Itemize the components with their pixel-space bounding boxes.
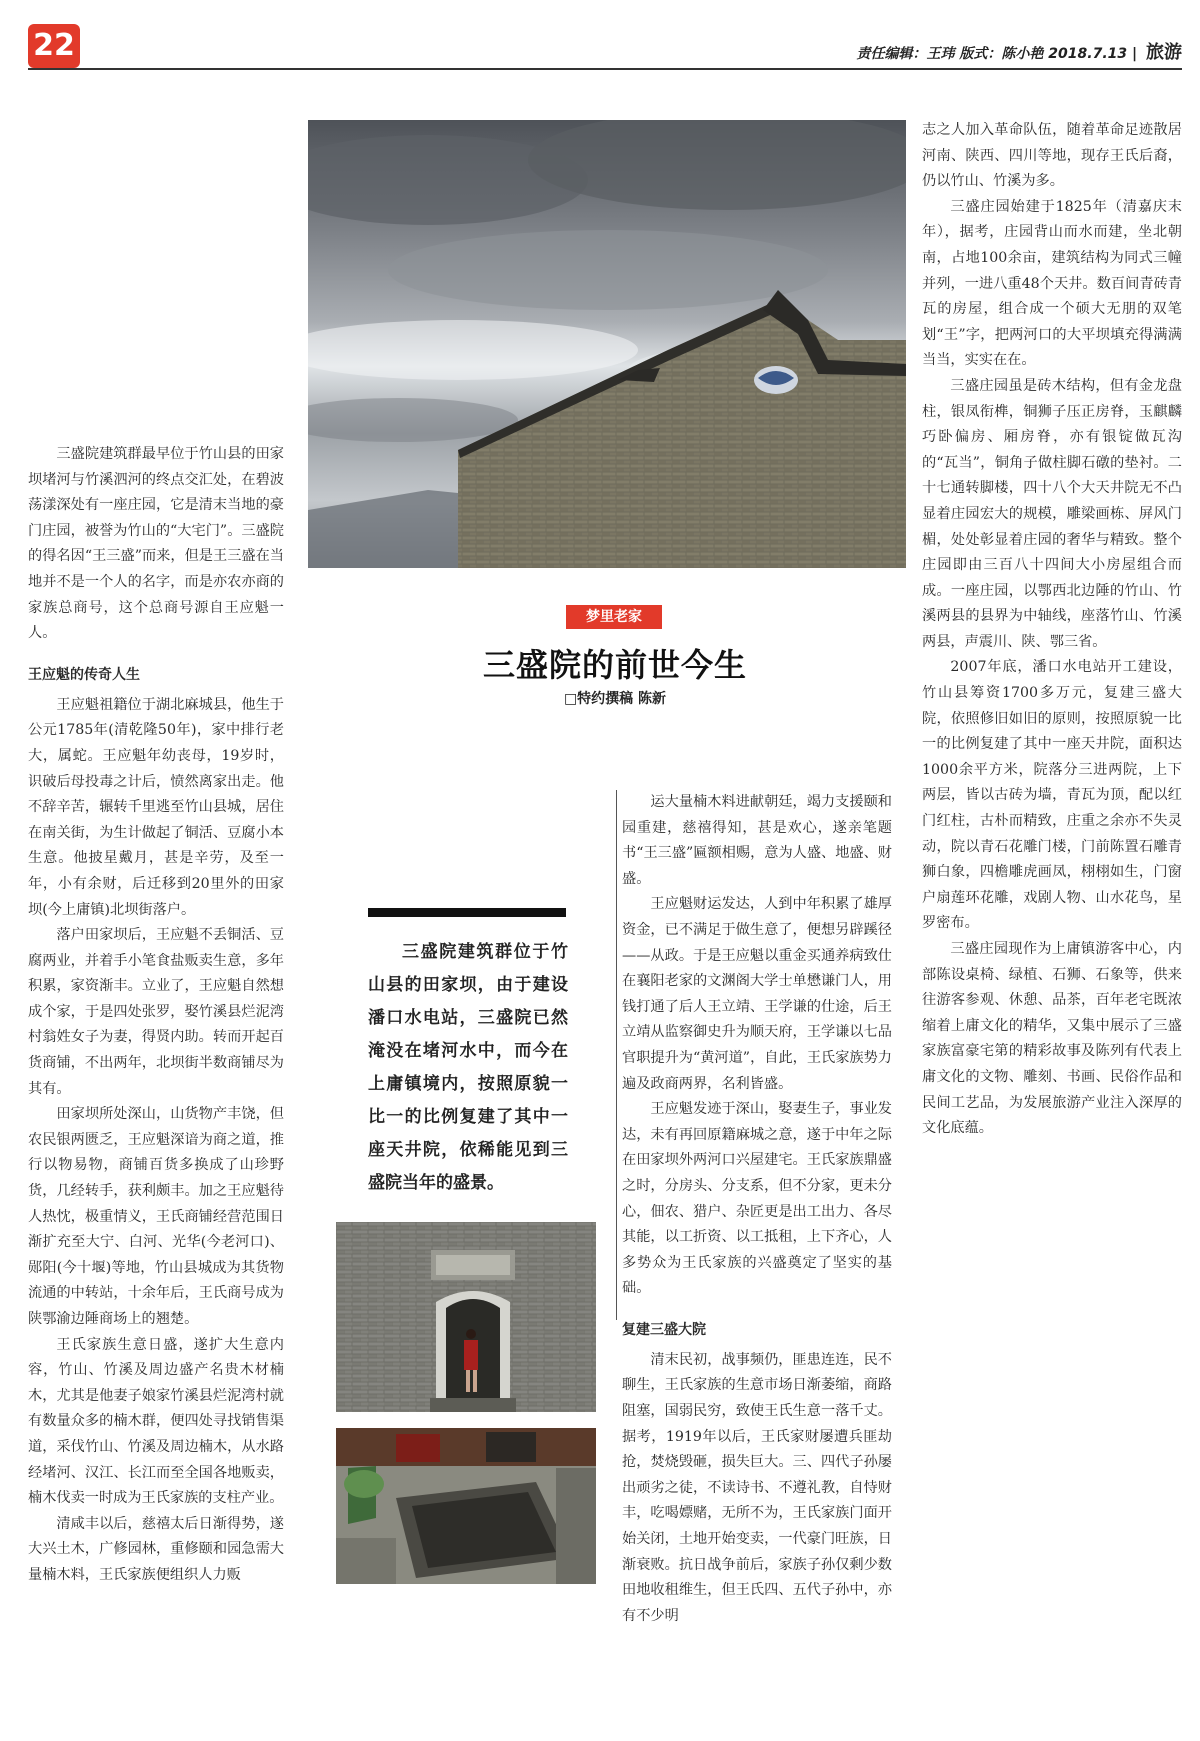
pull-quote (368, 936, 568, 1200)
header-rule (28, 68, 1182, 70)
article-kicker: 梦里老家 (566, 605, 662, 629)
column-divider (616, 790, 617, 1320)
paragraph: 田家坝所处深山，山货物产丰饶，但农民银两匮乏，王应魁深谙为商之道，推行以物易物，商铺百货多换成了山珍野货，几经转手，获利颇丰。加之王应魁待人热忱，极重情义，王氏商铺经营范围日渐扩充至大宁、白河、光华(今老河口)、郧阳(今十堰)等地，竹山县城成为其货物流通的中转站，十余年后，王氏商号成为陕鄂渝边陲商场上的翘楚。 (28, 1106, 284, 1327)
cloudy-sky-ancient-brick-building-icon (308, 120, 906, 568)
article-column-3 (622, 790, 892, 1629)
paragraph: 王应魁财运发达，人到中年积累了雄厚资金，已不满足于做生意了，便想另辟蹊径——从政。于是王应魁以重金买通养病致仕在襄阳老家的文渊阁大学士单懋谦门人，用钱打通了后人王立靖、王学谦的仕途，后王立靖从监察御史升为顺天府，王学谦以七品官职提升为“黄河道”，自此，王氏家族势力遍及政商两界，名利皆盛。 (622, 896, 892, 1092)
courtyard-well-photo (336, 1428, 596, 1584)
paragraph: 2007年底，潘口水电站开工建设，竹山县筹资1700多万元，复建三盛大院，依照修旧如旧的原则，按照原貌一比一的比例复建了其中一座天井院，面积达1000余平方米，院落分三进两院，上下两层，皆以古砖为墙，青瓦为顶，配以红门红柱，古朴而精致，庄重之余亦不失灵动，院以青石花雕门楼，门前陈置石雕青狮白象，四檐雕虎画凤，栩栩如生，门窗户扇莲环花雕，戏剧人物、山水花鸟，星罗密布。 (922, 659, 1182, 932)
section-name: 旅游 (1146, 42, 1182, 63)
stone-well-courtyard-icon (336, 1428, 596, 1584)
header-info (857, 38, 1182, 64)
article-byline: □特约撰稿 陈新 (563, 691, 667, 707)
paragraph: 运大量楠木料进献朝廷，竭力支援颐和园重建，慈禧得知，甚是欢心，遂亲笔题书“王三盛”匾额相赐，意为人盛、地盛、财盛。 (622, 794, 892, 887)
paragraph: 落户田家坝后，王应魁不丢铜活、豆腐两业，并着手小笔食盐贩卖生意，多年积累，家资渐丰。立业了，王应魁自然想成个家，于是四处张罗，娶竹溪县烂泥湾村翁姓女子为妻，得贤内助。转而开起百货商铺，不出两年，北坝街半数商铺尽为其有。 (28, 927, 284, 1097)
hero-photo (308, 120, 906, 568)
paragraph: 清末民初，战事频仍，匪患连连，民不聊生，王氏家族的生意市场日渐萎缩，商路阻塞，国弱民穷，致使王氏生意一落千丈。据考，1919年以后，王氏家财屡遭兵匪劫抢，焚烧毁砸，损失巨大。三、四代子孙屡出顽劣之徒，不读诗书、不遵礼教，自恃财丰，吃喝嫖赌，无所不为，王氏家族门面开始关闭，土地开始变卖，一代豪门旺族，日渐衰败。抗日战争前后，家族子孙仅剩少数田地收租维生，但王氏四、五代子孙中，亦有不少明 (622, 1351, 892, 1624)
paragraph: 王应魁祖籍位于湖北麻城县，他生于公元1785年(清乾隆50年)，家中排行老大，属蛇。王应魁年幼丧母，19岁时，识破后母投毒之计后，愤然离家出走。他不辞辛苦，辗转千里逃至竹山县城，居住在南关街，为生计做起了铜活、豆腐小本生意。他披星戴月，甚是辛劳，及至一年，小有余财，后迁移到20里外的田家坝(今上庸镇)北坝街落户。 (28, 696, 284, 918)
paragraph: 三盛庄园现作为上庸镇游客中心，内部陈设桌椅、绿植、石狮、石象等，供来往游客参观、休憩、品茶，百年老宅既浓缩着上庸文化的精华，又集中展示了三盛家族富豪宅第的精彩故事及陈列有代表上庸文化的文物、雕刻、书画、民俗作品和民间工艺品，为发展旅游产业注入深厚的文化底蕴。 (922, 941, 1182, 1137)
subheading: 王应魁的传奇人生 (28, 666, 140, 683)
pull-quote-text: 三盛院建筑群位于竹山县的田家坝，由于建设潘口水电站，三盛院已然淹没在堵河水中，而今在上庸镇境内，按照原貌一比一的比例复建了其中一座天井院，依稀能见到三盛院当年的盛景。 (368, 942, 568, 1193)
paragraph: 王氏家族生意日盛，遂扩大生意内容，竹山、竹溪及周边盛产名贵木材楠木，尤其是他妻子娘家竹溪县烂泥湾村就有数量众多的楠木群，便四处寻找销售渠道，采伐竹山、竹溪及周边楠木，从水路经堵河、汉江、长江而至全国各地贩卖，楠木伐卖一时成为王氏家族的支柱产业。 (28, 1336, 284, 1507)
paragraph: 志之人加入革命队伍，随着革命足迹散居河南、陕西、四川等地，现存王氏后裔，仍以竹山、竹溪为多。 (922, 122, 1182, 190)
paragraph: 三盛院建筑群最早位于竹山县的田家坝堵河与竹溪泗河的终点交汇处，在碧波荡漾深处有一座庄园，它是清末当地的豪门庄园，被誉为竹山的“大宅门”。三盛院的得名因“王三盛”而来，但是王三盛在当地并不是一个人的名字，而是亦农亦商的家族总商号，这个总商号源自王应魁一人。 (28, 446, 284, 642)
header-divider: | (1132, 46, 1138, 62)
subheading: 复建三盛大院 (622, 1321, 706, 1338)
article-column-4 (922, 118, 1182, 1142)
paragraph: 清咸丰以后，慈禧太后日渐得势，遂大兴土木，广修园林，重修颐和园急需大量楠木料，王氏家族便组织人力贩 (28, 1515, 284, 1583)
paragraph: 三盛庄园虽是砖木结构，但有金龙盘柱，银凤衔榫，铜狮子压正房脊，玉麒麟巧卧偏房、厢房脊，亦有银锭做瓦沟的“瓦当”，铜角子做柱脚石礅的垫衬。二十七通转脚楼，四十八个大天井院无不凸显着庄园宏大的规模，雕梁画栋、屏风门楣，处处彰显着庄园的奢华与精致。整个庄园即由三百八十四间大小房屋组合而成。一座庄园，以鄂西北边陲的竹山、竹溪两县的县界为中轴线，座落竹山、竹溪两县，声震川、陕、鄂三省。 (922, 377, 1182, 650)
paragraph: 王应魁发迹于深山，娶妻生子，事业发达，未有再回原籍麻城之意，遂于中年之际在田家坝外两河口兴屋建宅。王氏家族鼎盛之时，分房头、分支系，但不分家，更未分心，佃农、猎户、杂匠更是出工出力、各尽其能，以工折资、以工抵租，上下齐心，人多势众为王氏家族的兴盛奠定了坚实的基础。 (622, 1101, 892, 1297)
doorway-photo (336, 1222, 596, 1412)
article-column-1 (28, 442, 284, 1589)
pull-quote-bar (368, 908, 566, 917)
editor-info: 责任编辑：王玮 版式：陈小艳 2018.7.13 (856, 46, 1128, 62)
paragraph: 三盛庄园始建于1825年（清嘉庆末年），据考，庄园背山而水而建，坐北朝南，占地100余亩，建筑结构为同式三幢并列，一进八重48个天井。数百间青砖青瓦的房屋，组合成一个硕大无朋的双笔划“王”字，把两河口的大平坝填充得满满当当，实实在在。 (922, 198, 1182, 369)
article-title: 三盛院的前世今生 (482, 646, 747, 684)
page-number: 22 (28, 24, 80, 68)
brick-wall-doorway-icon (336, 1222, 596, 1412)
